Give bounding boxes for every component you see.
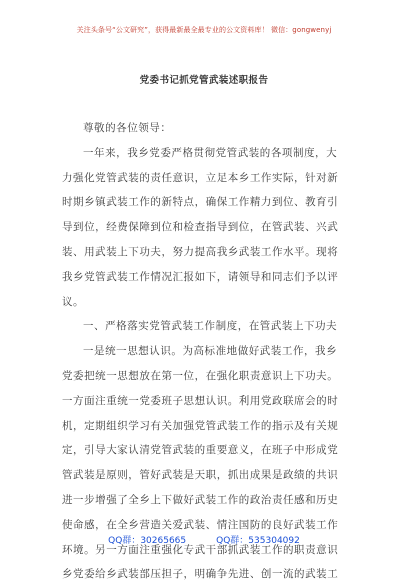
body-line: 党委把统一思想放在第一位，在强化职责意识上下功夫。: [62, 369, 339, 382]
body-line: 使命感，在全乡营造关爱武装、情注国防的良好武装工作: [62, 518, 339, 531]
document-title: 党委书记抓党管武装述职报告: [139, 75, 269, 86]
body-line: 我乡党管武装工作情况汇报如下，请领导和同志们予以评: [62, 270, 339, 283]
promo-banner: 关注头条号“公文研究”，获得最新最全最专业的公文资料库！ 微信：gongwenyj: [76, 26, 332, 34]
body-line: 机，定期组织学习有关加强党管武装工作的指示及有关规: [62, 419, 339, 432]
body-line: 力强化党管武装的责任意识，立足本乡工作实际，针对新: [62, 171, 339, 184]
body-line: 装、用武装上下功夫，努力提高我乡武装工作水平。现将: [62, 245, 339, 258]
body-line: 议。: [62, 295, 85, 308]
contact-footer: [0, 533, 408, 546]
body-line: 管武装是原则，管好武装是天职，抓出成果是政绩的共识: [62, 469, 339, 482]
section-heading: 一、严格落实党管武装工作制度，在管武装上下功夫: [83, 320, 338, 333]
document-body: [62, 116, 344, 587]
qq-group-1: QQ群：30265665: [108, 536, 187, 546]
salutation: 尊敬的各位领导：: [83, 122, 172, 134]
body-line: 环境。另一方面注重强化专武干部抓武装工作的职责意识: [62, 543, 339, 556]
body-line: 时期乡镇武装工作的新特点，确保工作精力到位、教育引: [62, 196, 339, 209]
body-line: 进一步增强了全乡上下做好武装工作的政治责任感和历史: [62, 493, 339, 506]
body-line: 一年来，我乡党委严格贯彻党管武装的各项制度，大: [83, 146, 338, 159]
body-line: 导到位，经费保障到位和检查指导到位，在管武装、兴武: [62, 221, 339, 234]
body-line: 定，引导大家认清党管武装的重要意义，在班子中形成党: [62, 444, 339, 457]
body-line: 一方面注重统一党委班子思想认识。利用党政联席会的时: [62, 394, 339, 407]
body-line: 乡党委给乡武装部压担子，明确争先进、创一流的武装工: [62, 568, 339, 581]
qq-group-2: QQ群：535304092: [216, 536, 300, 546]
body-line: 一是统一思想认识。为高标准地做好武装工作，我乡: [83, 345, 338, 358]
